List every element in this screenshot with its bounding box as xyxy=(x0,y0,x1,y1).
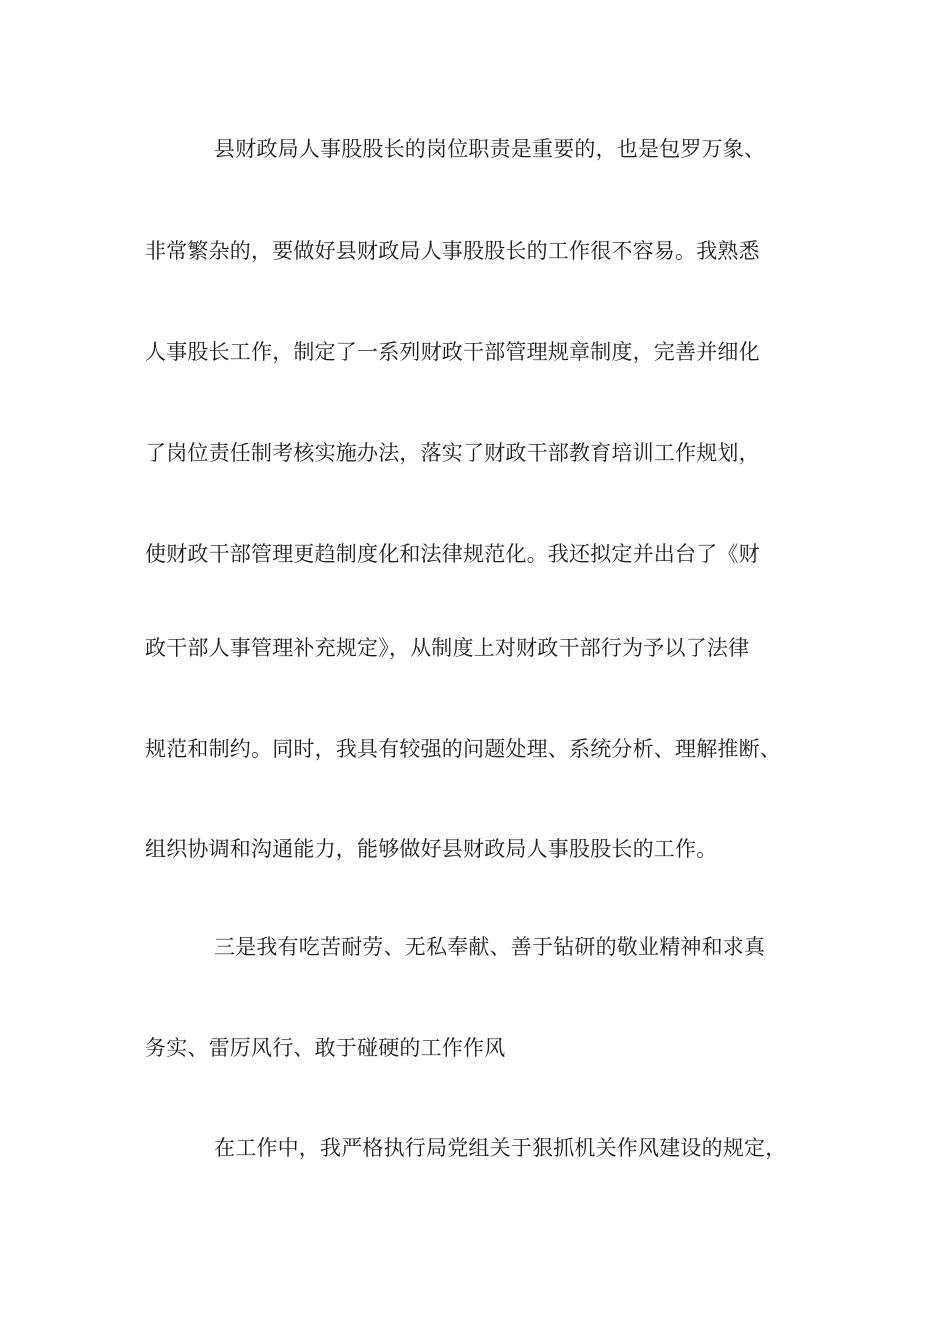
text-line-11: 在工作中，我严格执行局党组关于狠抓机关作风建设的规定， xyxy=(214,1136,787,1160)
text-line-3: 人事股长工作，制定了一系列财政干部管理规章制度，完善并细化 xyxy=(145,340,760,364)
text-line-10: 务实、雷厉风行、敢于碰硬的工作作风 xyxy=(145,1036,506,1060)
text-line-7: 规范和制约。同时，我具有较强的问题处理、系统分析、理解推断、 xyxy=(145,737,781,761)
text-line-1: 县财政局人事股股长的岗位职责是重要的，也是包罗万象、 xyxy=(214,137,766,161)
text-line-5: 使财政干部管理更趋制度化和法律规范化。我还拟定并出台了《财 xyxy=(145,542,760,566)
text-line-6: 政干部人事管理补充规定》，从制度上对财政干部行为予以了法律 xyxy=(145,636,750,660)
text-line-9: 三是我有吃苦耐劳、无私奉献、善于钻研的敬业精神和求真 xyxy=(214,935,766,959)
text-line-2: 非常繁杂的，要做好县财政局人事股股长的工作很不容易。我熟悉 xyxy=(145,239,760,263)
text-line-8: 组织协调和沟通能力，能够做好县财政局人事股股长的工作。 xyxy=(145,837,718,861)
text-line-4: 了岗位责任制考核实施办法，落实了财政干部教育培训工作规划， xyxy=(145,441,760,465)
